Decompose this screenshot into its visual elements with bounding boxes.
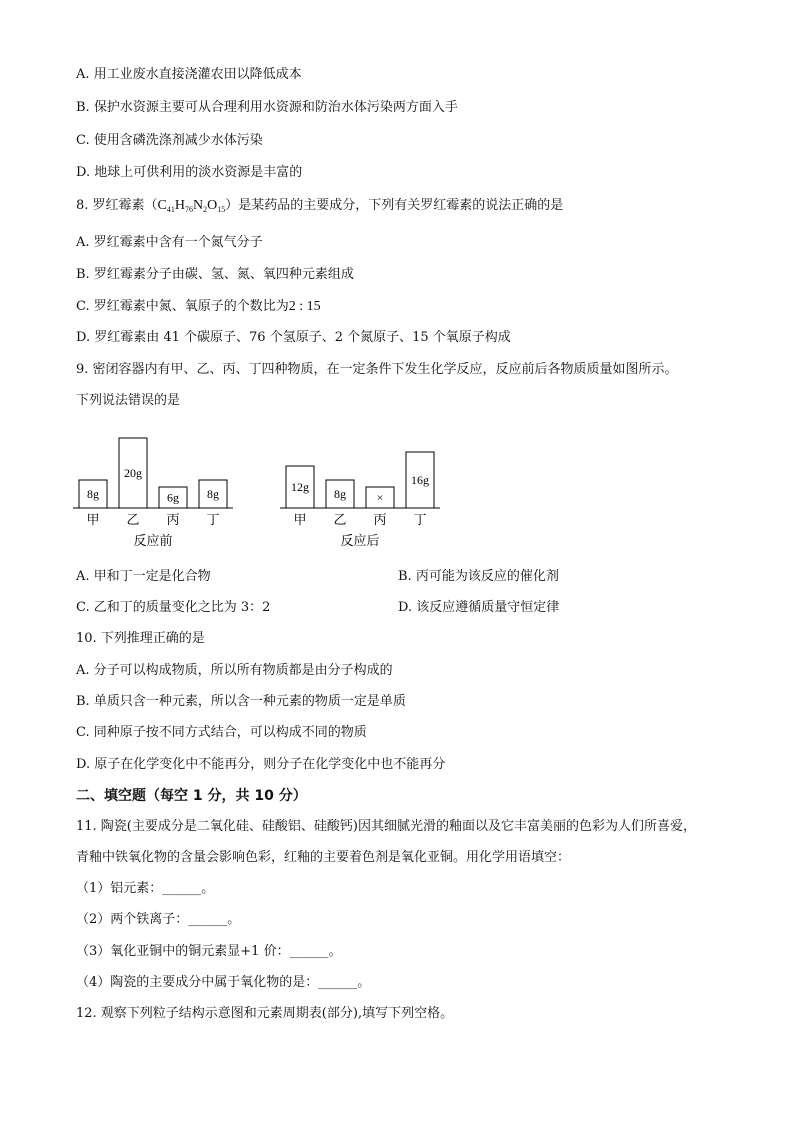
q8-option-c: C. 罗红霉素中氮、氧原子的个数比为2 : 15: [76, 299, 321, 314]
after-category-0: 甲: [293, 512, 307, 527]
ratio: 2 : 15: [288, 299, 321, 314]
q11-part-1: （1）铝元素：______。: [76, 881, 215, 896]
q8-option-b: B. 罗红霉素分子由碳、氢、氮、氧四种元素组成: [76, 267, 354, 282]
q7-option-b: B. 保护水资源主要可从合理利用水资源和防治水体污染两方面入手: [76, 100, 458, 115]
q11-part-3: （3）氧化亚铜中的铜元素显+1 价：______。: [76, 944, 342, 959]
before-bar-label-0: 8g: [87, 487, 99, 501]
q9-stem-line2: 下列说法错误的是: [76, 393, 181, 408]
q11-part-2: （2）两个铁离子：______。: [76, 912, 241, 927]
chem-formula: $C_{41}H_{76}N_2O_{15}$: [157, 198, 226, 214]
after-category-3: 丁: [413, 512, 427, 527]
q7-option-a: A. 用工业废水直接浇灌农田以降低成本: [76, 67, 302, 82]
before-bar-label-2: 6g: [167, 490, 179, 505]
q8-stem-suffix: ）是某药品的主要成分，下列有关罗红霉素的说法正确的是: [225, 198, 564, 213]
q9-option-a: A. 甲和丁一定是化合物: [76, 569, 211, 584]
before-caption: 反应前: [133, 533, 173, 548]
q7-option-d: D. 地球上可供利用的淡水资源是丰富的: [76, 165, 303, 180]
q10-option-b: B. 单质只含一种元素，所以含一种元素的物质一定是单质: [76, 694, 406, 709]
after-category-2: 丙: [373, 512, 387, 527]
q8-option-a: A. 罗红霉素中含有一个氮气分子: [76, 235, 263, 250]
q9-option-d: D. 该反应遵循质量守恒定律: [398, 600, 560, 615]
q9-option-b: B. 丙可能为该反应的催化剂: [398, 569, 559, 584]
after-bar-label-2: ×: [376, 490, 384, 505]
q7-option-c: C. 使用含磷洗涤剂减少水体污染: [76, 133, 263, 148]
q11-stem-line2: 青釉中铁氧化物的含量会影响色彩，红釉的主要着色剂是氧化亚铜。用化学用语填空：: [76, 850, 571, 865]
mass-bar-figures: [0, 415, 794, 555]
after-caption: 反应后: [340, 533, 380, 548]
before-bar-label-1: 20g: [124, 466, 142, 480]
q8-stem-prefix: 8. 罗红霉素（: [76, 198, 158, 213]
q11-stem-line1: 11. 陶瓷(主要成分是二氧化硅、硅酸铝、硅酸钙)因其细腻光滑的釉面以及它丰富美丽的色彩为人们所喜爱，: [76, 819, 696, 834]
q9-option-c: C. 乙和丁的质量变化之比为 3：2: [76, 600, 271, 615]
q11-part-4: （4）陶瓷的主要成分中属于氧化物的是：______。: [76, 975, 371, 990]
q10-option-a: A. 分子可以构成物质，所以所有物质都是由分子构成的: [76, 663, 393, 678]
q10-option-c: C. 同种原子按不同方式结合，可以构成不同的物质: [76, 725, 367, 740]
before-reaction-chart: [73, 438, 233, 548]
before-category-0: 甲: [86, 512, 100, 527]
before-bar-label-3: 8g: [207, 487, 219, 501]
q12-stem: 12. 观察下列粒子结构示意图和元素周期表(部分),填写下列空格。: [76, 1006, 454, 1021]
q8-option-d: D. 罗红霉素由 41 个碳原子、76 个氢原子、2 个氮原子、15 个氧原子构成: [76, 330, 511, 345]
before-category-3: 丁: [206, 512, 220, 527]
q10-stem: 10. 下列推理正确的是: [76, 631, 205, 646]
before-category-2: 丙: [166, 512, 180, 527]
after-bar-label-0: 12g: [291, 480, 309, 494]
after-reaction-chart: [280, 452, 440, 548]
after-bar-label-3: 16g: [411, 473, 429, 487]
before-category-1: 乙: [126, 512, 140, 527]
q8-stem: [76, 197, 563, 219]
after-category-1: 乙: [333, 512, 347, 527]
section-title: 二、填空题（每空 1 分，共 10 分）: [76, 788, 307, 804]
after-bar-label-1: 8g: [334, 487, 346, 501]
q10-option-d: D. 原子在化学变化中不能再分，则分子在化学变化中也不能再分: [76, 757, 446, 772]
q9-stem-line1: 9. 密闭容器内有甲、乙、丙、丁四种物质，在一定条件下发生化学反应，反应前后各物质质量如图所示。: [76, 362, 678, 377]
